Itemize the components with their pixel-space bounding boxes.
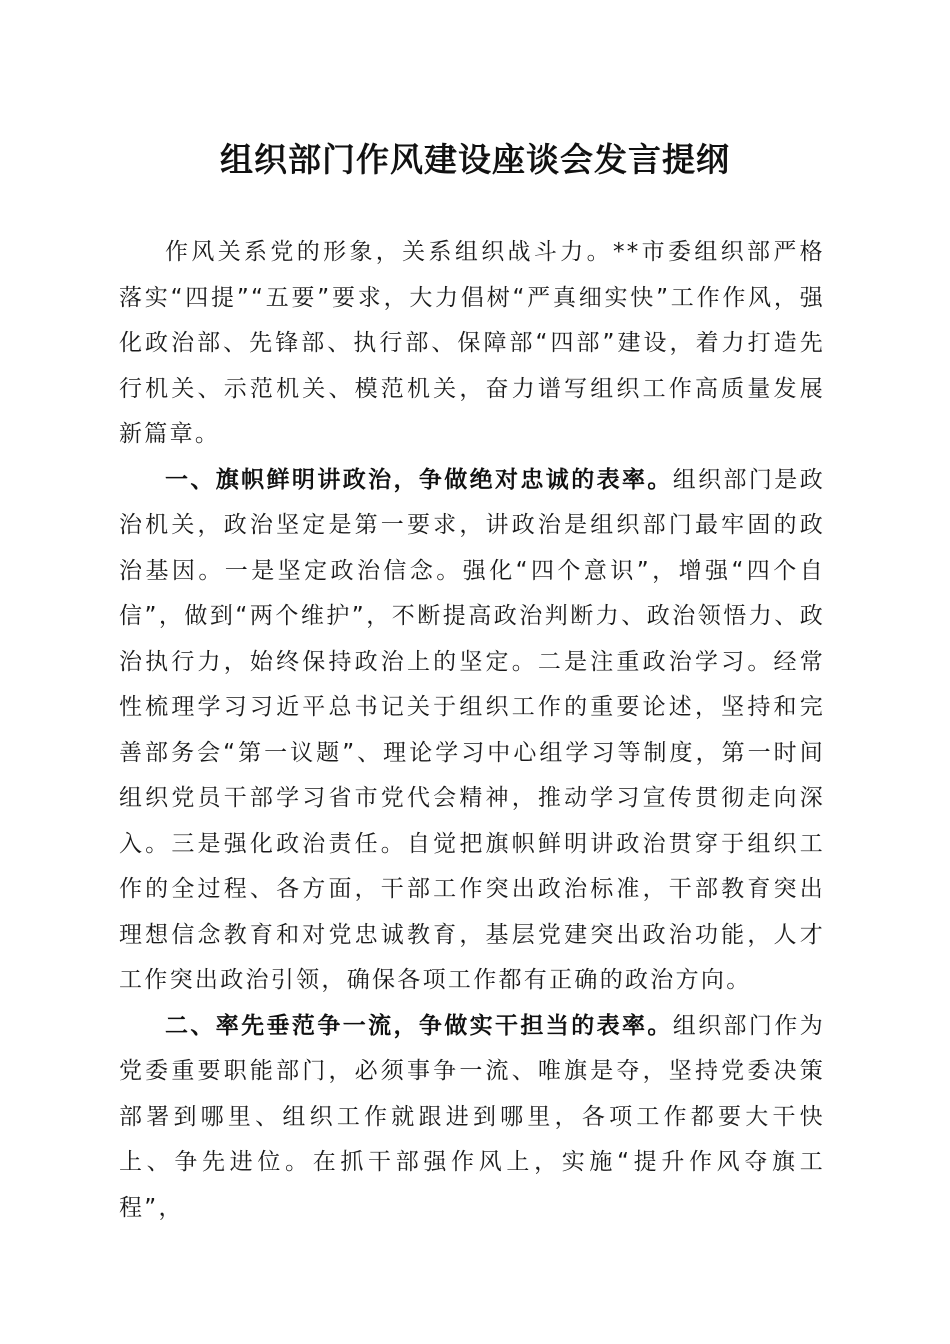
document-body [119,230,825,1231]
section-paragraph-1 [119,458,825,1004]
section-heading-1: 一、旗帜鲜明讲政治，争做绝对忠诚的表率。 [165,466,673,493]
intro-paragraph: 作风关系党的形象，关系组织战斗力。**市委组织部严格落实“四提”“五要”要求，大力倡树“严真细实快”工作作风，强化政治部、先锋部、执行部、保障部“四部”建设，着力打造先行机关、示范机关、模范机关，奋力谱写组织工作高质量发展新篇章。 [119,239,825,447]
section-text-2: 组织部门作为党委重要职能部门，必须事争一流、唯旗是夺，坚持党委决策部署到哪里、组织工作就跟进到哪里，各项工作都要大干快上、争先进位。在抓干部强作风上，实施“提升作风夺旗工程”， [119,1012,825,1221]
section-heading-2: 二、率先垂范争一流，争做实干担当的表率。 [165,1012,673,1039]
section-text-1: 组织部门是政治机关，政治坚定是第一要求，讲政治是组织部门最牢固的政治基因。一是坚定政治信念。强化“四个意识”，增强“四个自信”，做到“两个维护”，不断提高政治判断力、政治领悟力、政治执行力，始终保持政治上的坚定。二是注重政治学习。经常性梳理学习习近平总书记关于组织工作的重要论述，坚持和完善部务会“第一议题”、理论学习中心组学习等制度，第一时间组织党员干部学习省市党代会精神，推动学习宣传贯彻走向深入。三是强化政治责任。自觉把旗帜鲜明讲政治贯穿于组织工作的全过程、各方面，干部工作突出政治标准，干部教育突出理想信念教育和对党忠诚教育，基层党建突出政治功能，人才工作突出政治引领，确保各项工作都有正确的政治方向。 [119,466,825,993]
section-paragraph-2 [119,1004,825,1232]
document-title: 组织部门作风建设座谈会发言提纲 [220,140,730,179]
